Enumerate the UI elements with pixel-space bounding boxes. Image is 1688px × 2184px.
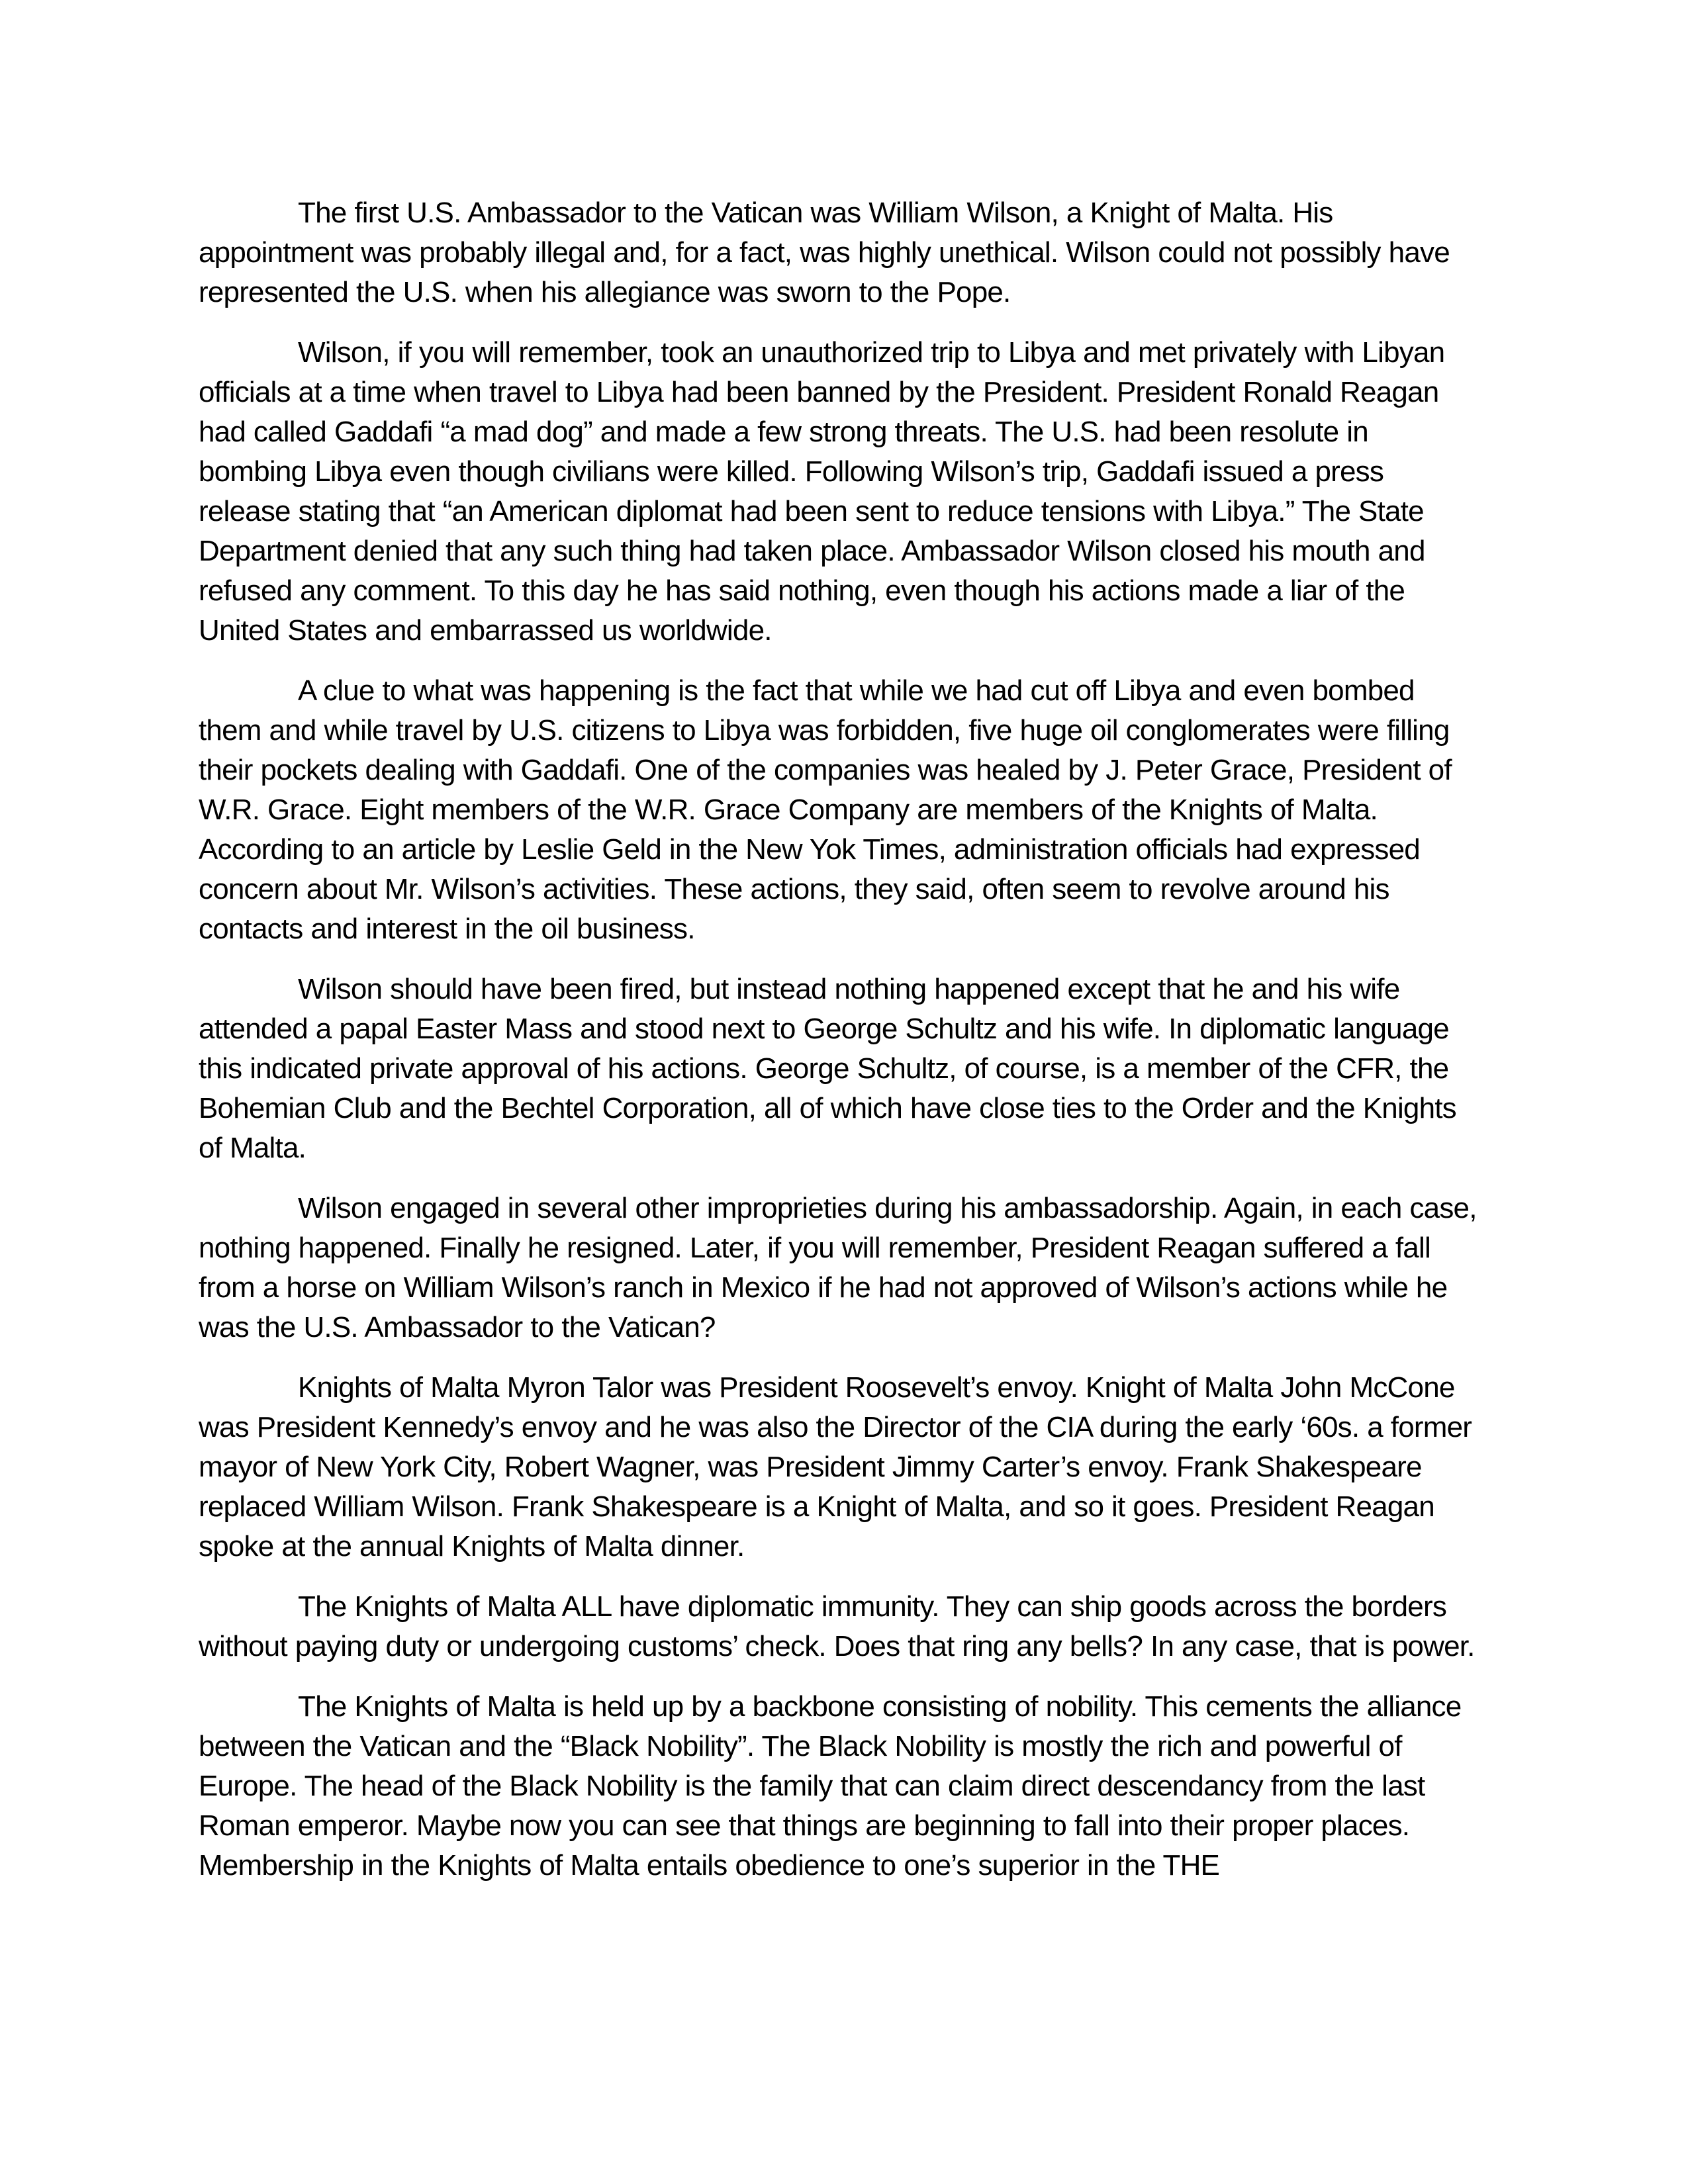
paragraph-libya-trip: Wilson, if you will remember, took an unauthorized trip to Libya and met privately with Libyan officials at a time when travel to Libya had been banned by the President. President Ronald Reagan had called Gaddafi “a mad dog” and made a few strong threats. The U.S. had been resolute in bombing Libya even though civilians were killed. Following Wilson’s trip, Gaddafi issued a press release stating that “an American diplomat had been sent to reduce tensions with Libya.” The State Department denied that any such thing had taken place. Ambassador Wilson closed his mouth and refused any comment. To this day he has said nothing, even though his actions made a liar of the United States and embarrassed us worldwide. (199, 336, 1445, 647)
paragraph-black-nobility: The Knights of Malta is held up by a backbone consisting of nobility. This cements the alliance between the Vatican and the “Black Nobility”. The Black Nobility is mostly the rich and powerful of Europe. The head of the Black Nobility is the family that can claim direct descendancy from the last Roman emperor. Maybe now you can see that things are beginning to fall into their proper places. Membership in the Knights of Malta entails obedience to one’s superior in the THE (199, 1690, 1462, 1882)
paragraph-improprieties: Wilson engaged in several other improprieties during his ambassadorship. Again, in each case, nothing happened. Finally he resigned. Later, if you will remember, President Reagan suffered a fall from a horse on William Wilson’s ranch in Mexico if he had not approved of Wilson’s actions while he was the U.S. Ambassador to the Vatican? (199, 1192, 1477, 1343)
paragraph-ambassador-vatican: The first U.S. Ambassador to the Vatican was William Wilson, a Knight of Malta. His appointment was probably illegal and, for a fact, was highly unethical. Wilson could not possibly have represented the U.S. when his allegiance was sworn to the Pope. (199, 197, 1450, 308)
paragraph-oil-conglomerates: A clue to what was happening is the fact that while we had cut off Libya and even bombed them and while travel by U.S. citizens to Libya was forbidden, five huge oil conglomerates were filling their pockets dealing with Gaddafi. One of the companies was healed by J. Peter Grace, President of W.R. Grace. Eight members of the W.R. Grace Company are members of the Knights of Malta. According to an article by Leslie Geld in the New Yok Times, administration officials had expressed concern about Mr. Wilson’s activities. These actions, they said, often seem to revolve around his contacts and interest in the oil business. (199, 674, 1452, 945)
paragraph-envoys: Knights of Malta Myron Talor was President Roosevelt’s envoy. Knight of Malta John McCone was President Kennedy’s envoy and he was also the Director of the CIA during the early ‘60s. a former mayor of New York City, Robert Wagner, was President Jimmy Carter’s envoy. Frank Shakespeare replaced William Wilson. Frank Shakespeare is a Knight of Malta, and so it goes. President Reagan spoke at the annual Knights of Malta dinner. (199, 1371, 1472, 1563)
paragraph-easter-mass: Wilson should have been fired, but instead nothing happened except that he and his wife attended a papal Easter Mass and stood next to George Schultz and his wife. In diplomatic language this indicated private approval of his actions. George Schultz, of course, is a member of the CFR, the Bohemian Club and the Bechtel Corporation, all of which have close ties to the Order and the Knights of Malta. (199, 973, 1456, 1164)
paragraph-diplomatic-immunity: The Knights of Malta ALL have diplomatic immunity. They can ship goods across the borders without paying duty or undergoing customs’ check. Does that ring any bells? In any case, that is power. (199, 1590, 1475, 1662)
